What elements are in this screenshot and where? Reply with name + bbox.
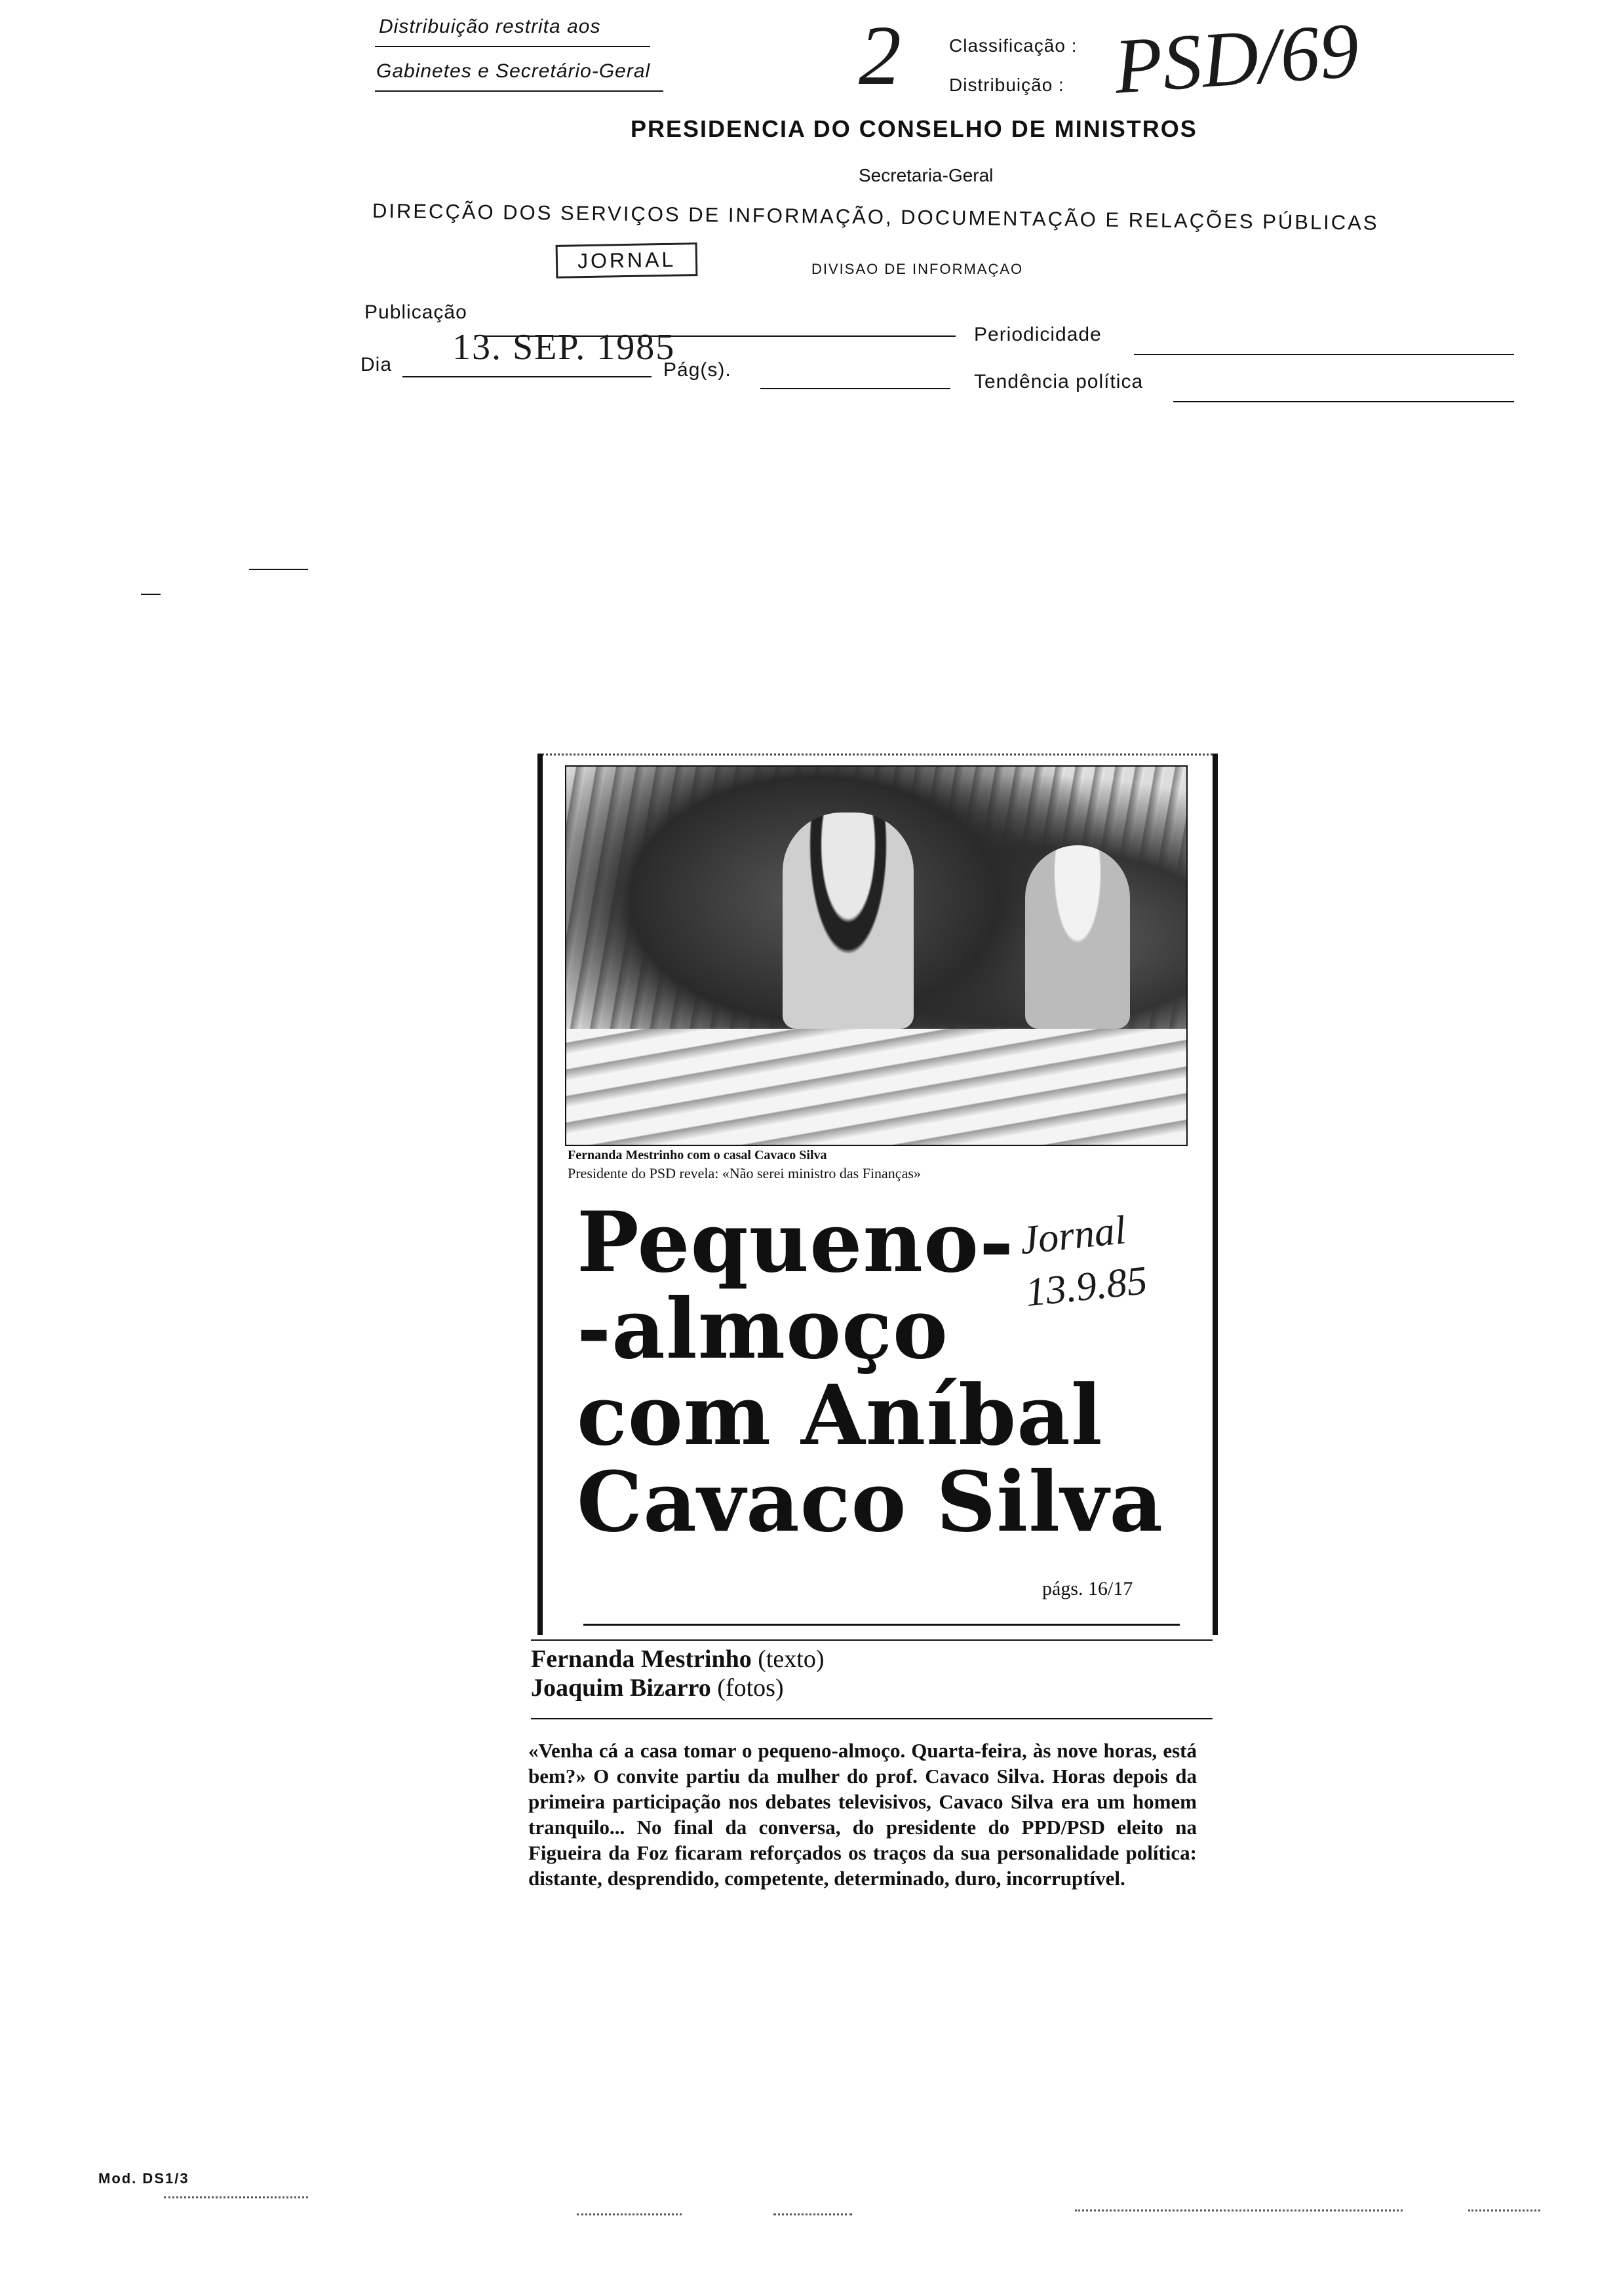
jornal-stamp: JORNAL — [556, 242, 698, 278]
byline-author-role: (texto) — [758, 1645, 825, 1673]
photo-figure-woman — [1025, 845, 1130, 1029]
divisao-informacao: DIVISAO DE INFORMAÇAO — [811, 261, 1024, 277]
handwritten-note: Jornal 13.9.85 — [1017, 1208, 1150, 1316]
periodicidade-label: Periodicidade — [974, 324, 1102, 345]
scan-noise — [773, 2213, 852, 2215]
photo-table — [566, 1029, 1186, 1145]
handwritten-code: PSD/69 — [1111, 6, 1362, 110]
handwritten-number: 2 — [859, 9, 901, 103]
byline-bottom-rule — [531, 1718, 1213, 1719]
ministry-title: PRESIDENCIA DO CONSELHO DE MINISTROS — [631, 115, 1197, 142]
divider — [375, 46, 650, 47]
tendencia-field-line — [1173, 401, 1514, 402]
distribution-note-line1: Distribuição restrita aos — [379, 16, 601, 37]
headline-line4: Cavaco Silva — [577, 1453, 1163, 1550]
byline-photographer-role: (fotos) — [717, 1674, 784, 1702]
clip-top-edge — [537, 754, 1218, 757]
pags-label: Pág(s). — [663, 359, 731, 381]
periodicidade-field-line — [1134, 354, 1514, 355]
distribuicao-label: Distribuição : — [949, 75, 1064, 95]
scan-noise — [164, 2196, 308, 2198]
form-model-code: Mod. DS1/3 — [98, 2170, 189, 2187]
byline-photographer: Joaquim Bizarro — [531, 1674, 711, 1702]
scan-mark — [249, 569, 308, 570]
divider — [375, 90, 663, 92]
byline — [531, 1645, 825, 1702]
headline-line2: -almoço — [577, 1280, 948, 1377]
scan-noise — [1468, 2210, 1540, 2211]
clip-right-border — [1213, 754, 1218, 1635]
publicacao-label: Publicação — [364, 301, 467, 323]
scan-mark — [141, 594, 161, 595]
photo-caption: Fernanda Mestrinho com o casal Cavaco Silva — [568, 1148, 827, 1162]
byline-author: Fernanda Mestrinho — [531, 1645, 752, 1673]
photo-figure-man — [783, 813, 914, 1029]
article-lead: «Venha cá a casa tomar o pequeno-almoço. Quarta-feira, às nove horas, está bem?» O convite partiu da mulher do prof. Cavaco Silva. Horas depois da primeira participação nos debates televisivos, Cavaco Silva era um homem tranquilo... No final da conversa, do presidente do PPD/PSD eleito na Figueira da Foz ficaram reforçados os traços da sua personalidade política: distante, desprendido, competente, determinado, duro, incorruptível. — [528, 1739, 1197, 1890]
scan-noise — [1075, 2210, 1403, 2211]
headline-line1: Pequeno- — [577, 1194, 1015, 1291]
clip-left-border — [537, 754, 543, 1635]
classificacao-label: Classificação : — [949, 35, 1078, 56]
secretaria-geral: Secretaria-Geral — [859, 165, 994, 185]
clip-bottom-rule — [583, 1624, 1180, 1626]
pags-field-line — [760, 388, 950, 389]
direccao-servicos: DIRECÇÃO DOS SERVIÇOS DE INFORMAÇÃO, DOCUMENTAÇÃO E RELAÇÕES PÚBLICAS — [372, 199, 1379, 235]
tendencia-label: Tendência política — [974, 371, 1144, 392]
distribution-note-line2: Gabinetes e Secretário-Geral — [376, 60, 651, 82]
dia-value: 13. SEP. 1985 — [452, 327, 676, 368]
dia-label: Dia — [360, 354, 393, 375]
scan-noise — [577, 2213, 682, 2215]
headline-line3: com Aníbal — [577, 1367, 1103, 1464]
byline-top-rule — [531, 1639, 1213, 1641]
article-subheading: Presidente do PSD revela: «Não serei ministro das Finanças» — [568, 1165, 921, 1181]
pages-reference: págs. 16/17 — [1042, 1578, 1133, 1599]
dia-field-line — [402, 376, 652, 377]
article-photo — [565, 765, 1188, 1146]
